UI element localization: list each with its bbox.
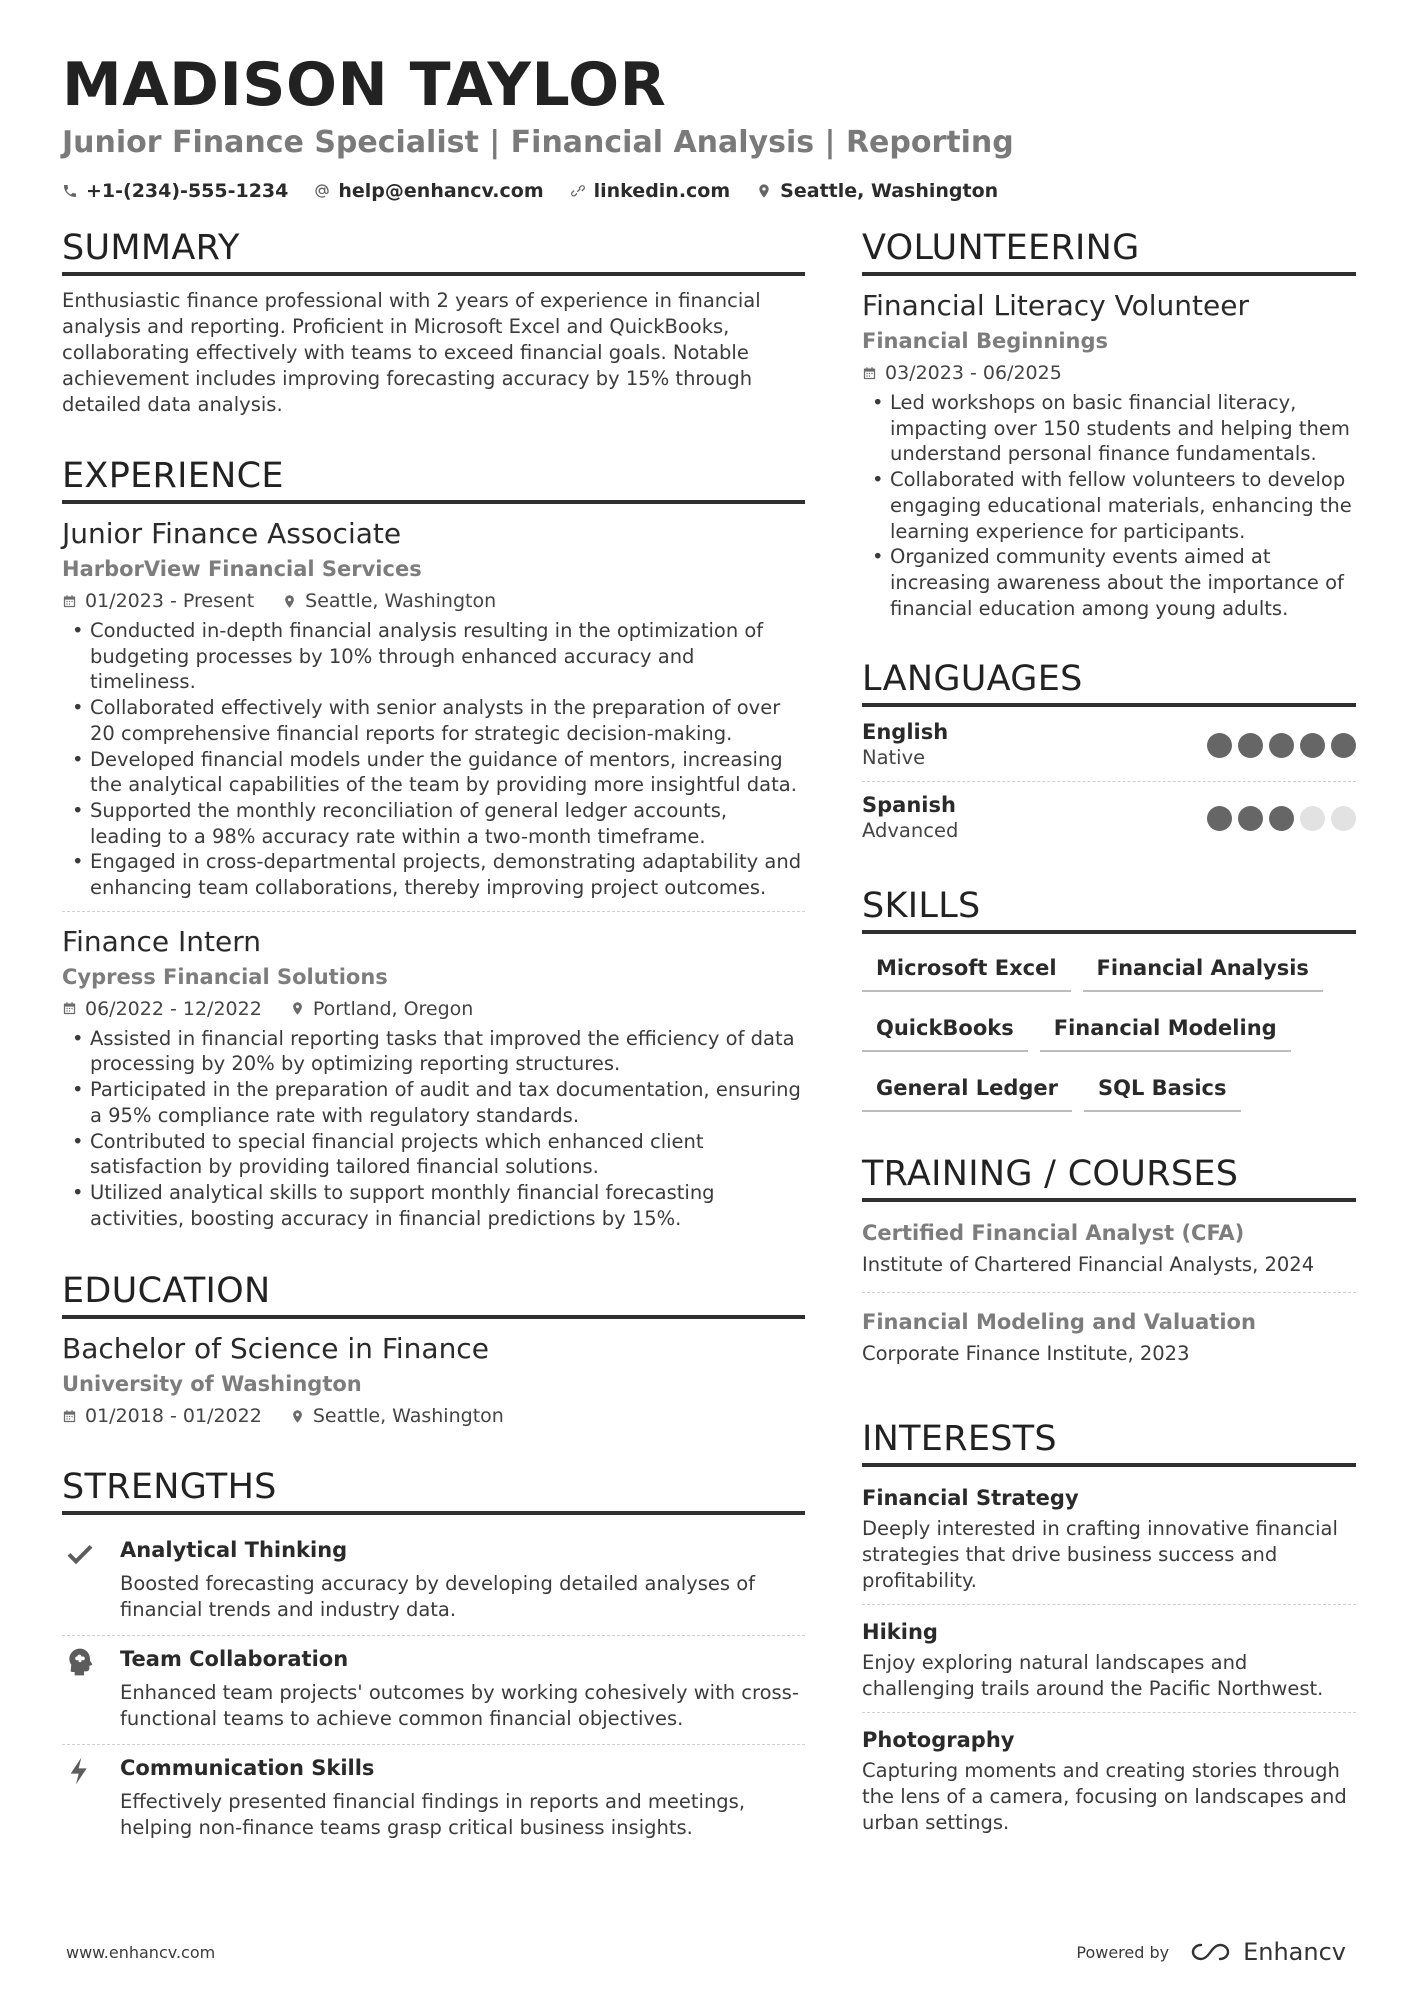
phone-text: +1-(234)-555-1234 [86,180,289,202]
linkedin-text: linkedin.com [593,180,731,202]
interest-item [862,1613,1356,1713]
email-text: help@enhancv.com [338,180,544,202]
job-dates: 01/2023 - Present [85,590,255,612]
bullet-item: • Conducted in-depth financial analysis resulting in the optimization of budgeting processes by 10% through enhanced accuracy and timeliness. [62,618,805,695]
check-icon [64,1537,96,1569]
bullet-item: • Led workshops on basic financial literacy, impacting over 150 students and helping them understand personal finance fundamentals. [862,390,1356,467]
skill-tag: Microsoft Excel [862,950,1071,992]
rating-dot-filled [1331,733,1356,758]
interest-name: Photography [862,1728,1015,1753]
section-title: EXPERIENCE [62,454,805,504]
strength-item [62,1636,805,1745]
strength-title: Communication Skills [120,1756,375,1781]
section-title: STRENGTHS [62,1465,805,1515]
job-bullets [62,1026,805,1232]
footer-url[interactable]: www.enhancv.com [66,1942,216,1962]
bullet-item: • Collaborated with fellow volunteers to develop engaging educational materials, enhancing the learning experience for participants. [862,467,1356,544]
bullet-item: • Assisted in financial reporting tasks that improved the efficiency of data processing by 20% by optimizing reporting structures. [62,1026,805,1077]
interest-name: Financial Strategy [862,1486,1079,1511]
strength-title: Analytical Thinking [120,1538,348,1563]
summary-text: Enthusiastic finance professional with 2 years of experience in financial analysis and reporting. Proficient in Microsoft Excel and QuickBooks, collaborating effectively with teams to exceed financial goals. Notable achievement includes improving forecasting accuracy by 15% through detailed data analysis. [62,289,761,416]
job-title: Finance Intern [62,924,261,958]
language-name: Spanish [862,793,956,818]
language-rating [1207,733,1356,758]
education-location: Seattle, Washington [312,1405,504,1428]
head-icon [64,1646,96,1678]
skill-tag: General Ledger [862,1070,1072,1112]
course-institution: Institute of Chartered Financial Analysts, 2024 [862,1253,1315,1277]
interest-name: Hiking [862,1620,938,1645]
bullet-item: • Utilized analytical skills to support monthly financial forecasting activities, boosting accuracy in financial predictions by 15%. [62,1180,805,1231]
link-icon [570,183,586,199]
left-column [62,226,805,1889]
map-pin-icon [290,1409,305,1424]
contact-email[interactable] [314,180,543,202]
page-footer [66,1938,1346,1966]
right-column [862,226,1356,1882]
strengths-section [62,1465,805,1853]
phone-icon [62,183,78,199]
strength-item [62,1527,805,1636]
map-pin-icon [290,1001,305,1016]
powered-by-label: Powered by [1076,1942,1170,1962]
experience-section [62,454,805,1241]
bullet-item: • Organized community events aimed at increasing awareness about the importance of financial education among young adults. [862,544,1356,621]
rating-dot-empty [1331,806,1356,831]
education-section [62,1269,805,1429]
language-item [862,719,1356,782]
interest-item [862,1721,1356,1846]
calendar-icon [862,366,877,381]
rating-dot-filled [1238,733,1263,758]
degree: Bachelor of Science in Finance [62,1332,489,1366]
bullet-item: • Collaborated effectively with senior analysts in the preparation of over 20 comprehensive financial reports for strategic decision-making. [62,695,805,746]
job-location: Seattle, Washington [305,590,497,612]
strength-title: Team Collaboration [120,1647,349,1672]
strength-item [62,1745,805,1853]
rating-dot-filled [1207,733,1232,758]
bullet-item: • Contributed to special financial projects which enhanced client satisfaction by providing tailored financial solutions. [62,1129,805,1180]
section-title: INTERESTS [862,1417,1356,1467]
location-text: Seattle, Washington [780,180,999,202]
job-meta [62,996,805,1022]
company-name: Cypress Financial Solutions [62,964,388,989]
volunteer-role: Financial Literacy Volunteer [862,289,1249,322]
contact-linkedin[interactable] [570,180,731,202]
job-title: Junior Finance Associate [62,517,402,550]
course-institution: Corporate Finance Institute, 2023 [862,1342,1190,1366]
languages-section [862,657,1356,854]
interest-text: Enjoy exploring natural landscapes and challenging trails around the Pacific Northwest. [862,1651,1324,1701]
interest-text: Capturing moments and creating stories through the lens of a camera, focusing on landscapes and urban settings. [862,1759,1347,1835]
language-name: English [862,720,949,745]
bolt-icon [64,1755,96,1787]
candidate-name: MADISON TAYLOR [62,50,667,120]
headline: Junior Finance Specialist | Financial Analysis | Reporting [62,125,1014,160]
course-item [862,1214,1356,1293]
experience-entry [62,924,805,1242]
volunteer-dates: 03/2023 - 06/2025 [885,362,1062,384]
education-meta [62,1403,805,1429]
brand-logo[interactable] [1189,1938,1346,1966]
volunteer-bullets [862,390,1356,621]
skill-tag: SQL Basics [1084,1070,1241,1112]
bullet-item: • Supported the monthly reconciliation of general ledger accounts, leading to a 98% accuracy rate within a two-month timeframe. [62,798,805,849]
section-title: VOLUNTEERING [862,226,1356,276]
bullet-item: • Participated in the preparation of audit and tax documentation, ensuring a 95% compliance rate with regulatory standards. [62,1077,805,1128]
bullet-item: • Engaged in cross-departmental projects, demonstrating adaptability and enhancing team collaborations, thereby improving project outcomes. [62,849,805,900]
skill-tag: QuickBooks [862,1010,1028,1052]
enhancv-logo-icon [1189,1941,1235,1963]
course-name: Certified Financial Analyst (CFA) [862,1221,1245,1246]
contact-bar [62,180,1362,202]
strength-text: Boosted forecasting accuracy by developing detailed analyses of financial trends and industry data. [120,1572,756,1622]
strength-text: Enhanced team projects' outcomes by working cohesively with cross-functional teams to achieve common financial objectives. [120,1681,799,1731]
volunteer-org: Financial Beginnings [862,329,1109,353]
resume-header [62,50,1362,202]
skill-tag: Financial Modeling [1040,1010,1291,1052]
section-title: LANGUAGES [862,657,1356,707]
language-level: Native [862,746,926,770]
at-icon [314,183,330,199]
interest-text: Deeply interested in crafting innovative financial strategies that drive business success and profitability. [862,1517,1338,1593]
education-dates: 01/2018 - 01/2022 [85,1405,262,1428]
rating-dot-empty [1300,806,1325,831]
language-item [862,782,1356,854]
job-meta [62,588,805,614]
calendar-icon [62,1409,77,1424]
language-rating [1207,806,1356,831]
experience-entry [62,516,805,912]
volunteer-meta [862,360,1356,386]
school-name: University of Washington [62,1372,362,1397]
training-section [862,1152,1356,1381]
job-dates: 06/2022 - 12/2022 [85,997,262,1020]
strength-text: Effectively presented financial findings in reports and meetings, helping non-finance teams grasp critical business insights. [120,1790,746,1840]
job-location: Portland, Oregon [312,997,474,1020]
skills-section [862,884,1356,1112]
contact-phone[interactable] [62,180,288,202]
rating-dot-filled [1300,733,1325,758]
company-name: HarborView Financial Services [62,557,422,581]
brand-name: Enhancv [1243,1938,1346,1966]
course-item [862,1303,1356,1381]
rating-dot-filled [1207,806,1232,831]
skill-tag: Financial Analysis [1083,950,1323,992]
job-bullets [62,618,805,901]
course-name: Financial Modeling and Valuation [862,1310,1256,1335]
rating-dot-filled [1269,733,1294,758]
section-title: TRAINING / COURSES [862,1152,1356,1202]
bullet-item: • Developed financial models under the guidance of mentors, increasing the analytical capabilities of the team by providing more insightful data. [62,747,805,798]
powered-by [1076,1938,1346,1966]
skills-list [862,946,1356,1112]
interests-section [862,1417,1356,1846]
interest-item [862,1479,1356,1605]
map-pin-icon [756,183,772,199]
map-pin-icon [282,594,297,609]
section-title: SKILLS [862,884,1356,934]
summary-section [62,226,805,418]
section-title: SUMMARY [62,226,805,276]
rating-dot-filled [1238,806,1263,831]
volunteering-section [862,226,1356,621]
language-level: Advanced [862,819,959,843]
contact-location [756,180,998,202]
calendar-icon [62,594,77,609]
calendar-icon [62,1001,77,1016]
section-title: EDUCATION [62,1269,805,1319]
rating-dot-filled [1269,806,1294,831]
